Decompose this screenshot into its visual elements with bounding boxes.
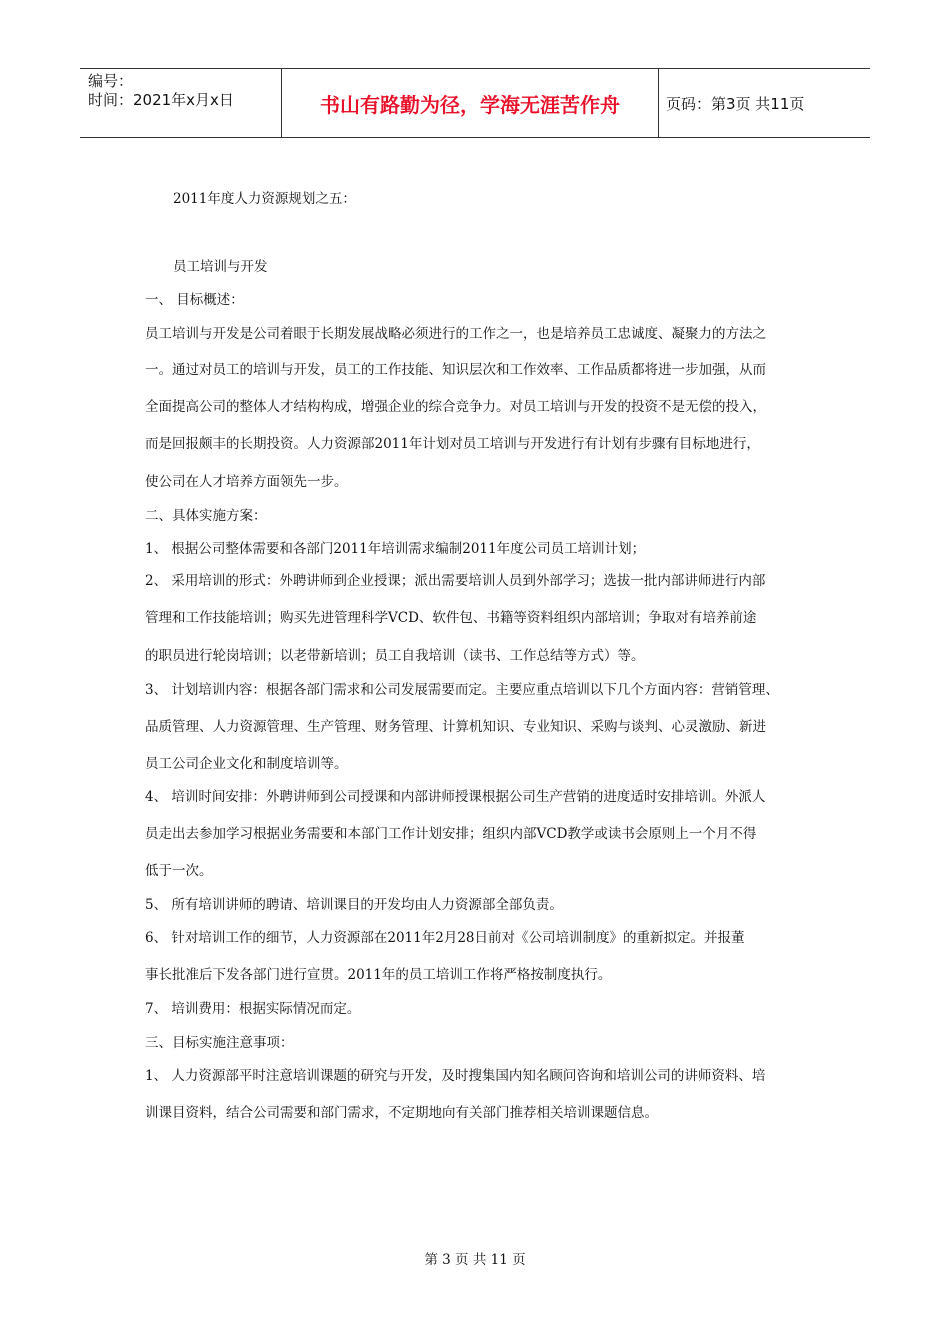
body-line: 二、具体实施方案： bbox=[145, 508, 267, 524]
document-time-label: 时间：2021年x月x日 bbox=[88, 91, 234, 109]
body-line: 6、 针对培训工作的细节，人力资源部在2011年2月28日前对《公司培训制度》的重新拟定。并报董 bbox=[145, 930, 745, 946]
body-line: 5、 所有培训讲师的聘请、培训课目的开发均由人力资源部全部负责。 bbox=[145, 897, 563, 913]
body-line: 而是回报颇丰的长期投资。人力资源部2011年计划对员工培训与开发进行有计划有步骤有目标地进行， bbox=[145, 436, 760, 452]
body-line: 低于一次。 bbox=[145, 863, 213, 879]
header-meta bbox=[80, 69, 280, 137]
body-line: 全面提高公司的整体人才结构构成，增强企业的综合竞争力。对员工培训与开发的投资不是无偿的投入， bbox=[145, 399, 766, 415]
page-footer: 第 3 页 共 11 页 bbox=[424, 1252, 526, 1268]
body-line: 事长批准后下发各部门进行宣贯。2011年的员工培训工作将严格按制度执行。 bbox=[145, 967, 612, 983]
body-line: 7、 培训费用：根据实际情况而定。 bbox=[145, 1001, 361, 1017]
body-line: 员工培训与开发是公司着眼于长期发展战略必须进行的工作之一，也是培养员工忠诚度、凝聚力的方法之 bbox=[145, 326, 766, 342]
section-subtitle: 员工培训与开发 bbox=[173, 259, 268, 275]
document-number-label: 编号： bbox=[88, 72, 134, 90]
header-motto: 书山有路勤为径，学海无涯苦作舟 bbox=[281, 69, 659, 137]
body-line: 的职员进行轮岗培训；以老带新培训；员工自我培训（读书、工作总结等方式）等。 bbox=[145, 648, 645, 664]
body-line: 1、 根据公司整体需要和各部门2011年培训需求编制2011年度公司员工培训计划； bbox=[145, 541, 646, 557]
body-line: 训课目资料，结合公司需要和部门需求，不定期地向有关部门推荐相关培训课题信息。 bbox=[145, 1105, 658, 1121]
body-line: 管理和工作技能培训；购买先进管理科学VCD、软件包、书籍等资料组织内部培训；争取对有培养前途 bbox=[145, 610, 757, 626]
body-line: 3、 计划培训内容：根据各部门需求和公司发展需要而定。主要应重点培训以下几个方面内容：营销管理、 bbox=[145, 682, 779, 698]
body-line: 员工公司企业文化和制度培训等。 bbox=[145, 756, 348, 772]
body-line: 品质管理、人力资源管理、生产管理、财务管理、计算机知识、专业知识、采购与谈判、心灵激励、新进 bbox=[145, 719, 766, 735]
page-header bbox=[80, 68, 870, 138]
body-line: 一、 目标概述： bbox=[145, 292, 244, 308]
body-line: 1、 人力资源部平时注意培训课题的研究与开发，及时搜集国内知名顾问咨询和培训公司的讲师资料、培 bbox=[145, 1068, 766, 1084]
body-line: 一。通过对员工的培训与开发，员工的工作技能、知识层次和工作效率、工作品质都将进一步加强，从而 bbox=[145, 362, 766, 378]
body-line: 2、 采用培训的形式：外聘讲师到企业授课；派出需要培训人员到外部学习；选拔一批内部讲师进行内部 bbox=[145, 573, 766, 589]
body-line: 员走出去参加学习根据业务需要和本部门工作计划安排；组织内部VCD教学或读书会原则上一个月不得 bbox=[145, 826, 757, 842]
body-line: 使公司在人才培养方面领先一步。 bbox=[145, 474, 348, 490]
body-line: 4、 培训时间安排：外聘讲师到公司授课和内部讲师授课根据公司生产营销的进度适时安排培训。外派人 bbox=[145, 789, 766, 805]
header-page-info: 页码：第3页 共11页 bbox=[666, 94, 805, 113]
document-title: 2011年度人力资源规划之五： bbox=[173, 191, 356, 207]
body-line: 三、目标实施注意事项： bbox=[145, 1035, 294, 1051]
